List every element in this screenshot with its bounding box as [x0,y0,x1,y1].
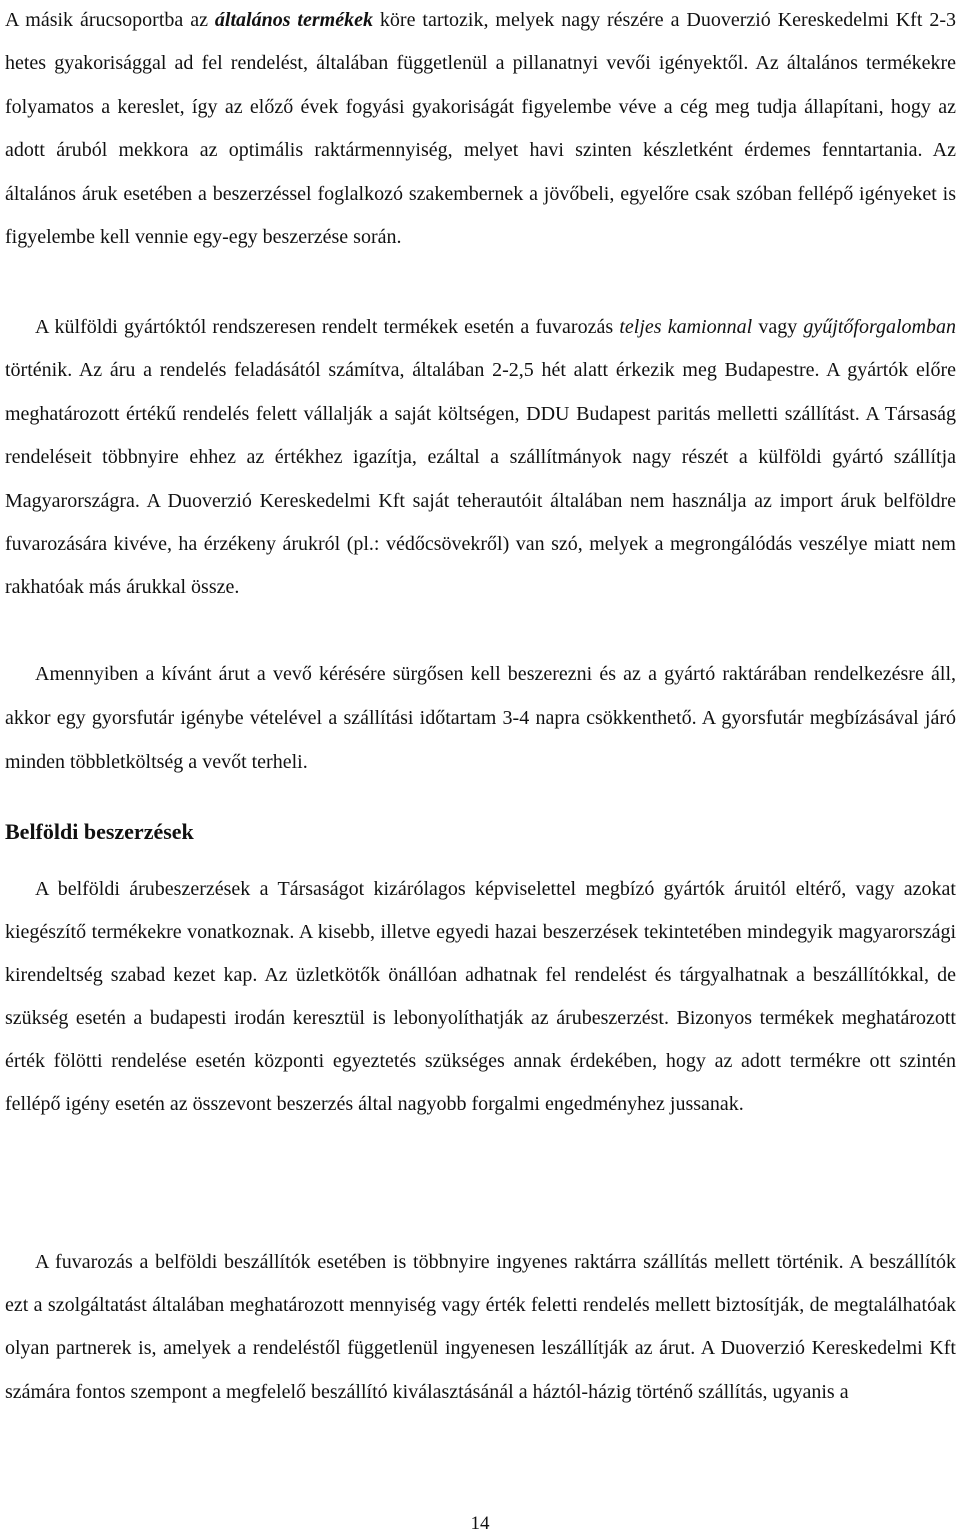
paragraph-text: A belföldi árubeszerzések a Társaságot kizárólagos képviselettel megbízó gyártók áruitól eltérő, vagy azokat kiegészítő termékekre vonatkoznak. A kisebb, illetve egyedi hazai beszerzések tekintetében mindegyik magyarországi kirendeltség szabad kezet kap. Az üzletkötők önállóan adhatnak fel rendelést és tárgyalhatnak a beszállítókkal, de szükség esetén a budapesti irodán keresztül is lebonyolíthatják az árubeszerzést. Bizonyos termékek meghatározott érték fölötti rendelése esetén központi egyeztetés szükséges annak érdekében, hogy az adott termékre ott szintén fellépő igény esetén az összevont beszerzés által nagyobb forgalmi engedményhez jussanak. [5,878,956,1116]
section-heading: Belföldi beszerzések [5,819,194,844]
paragraph-domestic-purchases [5,868,956,1127]
paragraph-text: Amennyiben a kívánt árut a vevő kérésére sürgősen kell beszerezni és az a gyártó raktárában rendelkezésre áll, akkor egy gyorsfutár igénybe vételével a szállítási időtartam 3-4 napra csökkenthető. A gyorsfutár megbízásával járó minden többletköltség a vevőt terheli. [5,663,956,773]
emphasis-general-products: általános termékek [214,9,373,31]
emphasis-groupage: gyűjtőforgalomban [803,316,956,338]
paragraph-express-courier [5,652,956,784]
paragraph-general-products [5,0,956,259]
paragraph-text: A külföldi gyártóktól rendszeresen rendelt termékek esetén a fuvarozás teljes kamionnal vagy gyűjtőforgalomban történik. Az áru a rendelés feladásától számítva, általában 2-2,5 hét alatt érkezik meg Budapestre. A gyártók előre meghatározott értékű rendelés felett vállalják a saját költségen, DDU Budapest paritás melletti szállítást. A Társaság rendeléseit többnyire ehhez az értékhez igazítja, ezáltal a szállítmányok nagy részét a külföldi gyártó szállítja Magyarországra. A Duoverzió Kereskedelmi Kft saját teherautóit általában nem használja az import áruk belföldre fuvarozására kivéve, ha érzékeny árukról (pl.: védőcsövekről) van szó, melyek a megrongálódás veszélye miatt nem rakhatóak más árukkal össze. [5,316,956,599]
page-number: 14 [470,1513,490,1534]
paragraph-foreign-transport [5,306,956,610]
emphasis-full-truck: teljes kamionnal [619,316,753,338]
paragraph-domestic-transport [5,1241,956,1414]
paragraph-text: A másik árucsoportba az általános termékek köre tartozik, melyek nagy részére a Duoverzió Kereskedelmi Kft 2-3 hetes gyakorisággal ad fel rendelést, általában függetlenül a pillanatnyi vevői igényektől. Az általános termékekre folyamatos a kereslet, így az előző évek fogyási gyakoriságát figyelembe véve a cég meg tudja állapítani, hogy az adott áruból mekkora az optimális raktármennyiség, melyet havi szinten készletként érdemes fenntartania. Az általános áruk esetében a beszerzéssel foglalkozó szakembernek a jövőbeli, egyelőre csak szóban fellépő igényeket is figyelembe kell vennie egy-egy beszerzése során. [5,9,956,249]
paragraph-text: A fuvarozás a belföldi beszállítók esetében is többnyire ingyenes raktárra szállítás mellett történik. A beszállítók ezt a szolgáltatást általában meghatározott mennyiség vagy érték feletti rendelés mellett biztosítják, de megtalálhatóak olyan partnerek is, amelyek a rendeléstől függetlenül ingyenesen leszállítják az árut. A Duoverzió Kereskedelmi Kft számára fontos szempont a megfelelő beszállító kiválasztásánál a háztól-házig történő szállítás, ugyanis a [5,1251,956,1403]
